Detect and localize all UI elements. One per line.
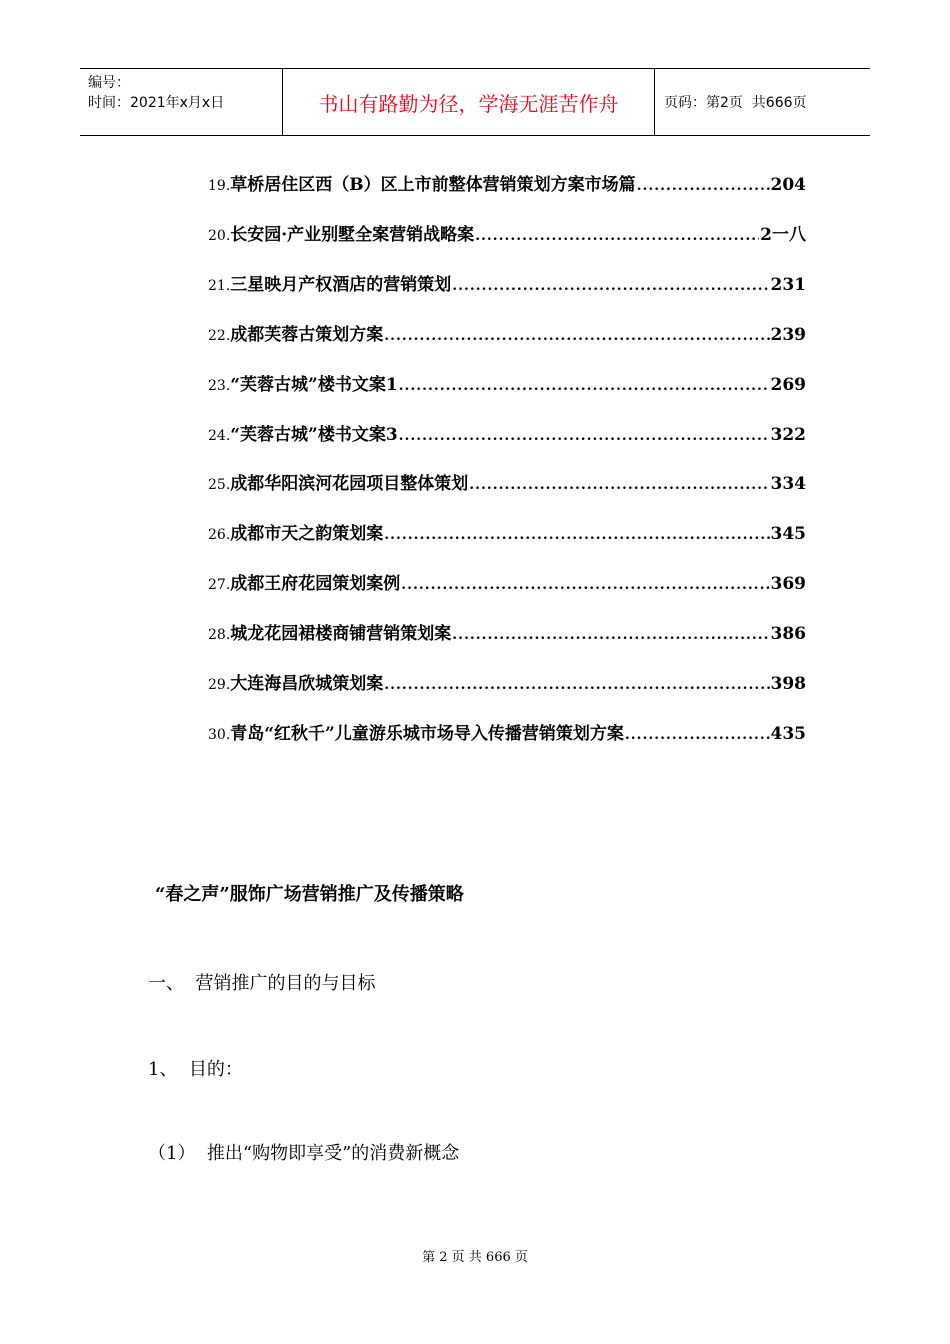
header-page-info [655, 69, 870, 135]
toc-entry[interactable] [208, 220, 806, 246]
toc-entry-title: 青岛“红秋千”儿童游乐城市场导入传播营销策划方案 [230, 723, 624, 744]
toc-entry[interactable] [208, 719, 806, 745]
toc-entry-title: 城龙花园裙楼商铺营销策划案 [230, 624, 452, 645]
toc-entry-page: 345 [770, 524, 806, 545]
document-number-label: 编号： [88, 75, 130, 91]
list-item-1: （1） 推出“购物即享受”的消费新概念 [148, 1143, 460, 1164]
toc-leader-dots [401, 577, 769, 593]
page-header [80, 68, 870, 136]
toc-entry-page: 398 [770, 674, 806, 694]
toc-entry-number: 29. [208, 677, 231, 693]
heading-level-1: 一、 营销推广的目的与目标 [148, 973, 376, 994]
document-date-label: 时间：2021年x月x日 [88, 95, 225, 111]
toc-entry[interactable] [208, 370, 806, 396]
toc-entry-number: 22. [208, 327, 231, 344]
toc-entry-title: “芙蓉古城”楼书文案3 [230, 424, 398, 445]
toc-entry-number: 27. [208, 577, 231, 594]
toc-leader-dots [399, 378, 770, 394]
toc-entry-number: 30. [208, 726, 231, 743]
toc-entry-page: 322 [770, 424, 806, 445]
toc-entry[interactable] [208, 170, 806, 196]
toc-entry-number: 21. [208, 277, 231, 294]
toc-entry-title: 草桥居住区西（B）区上市前整体营销策划方案市场篇 [230, 175, 636, 195]
toc-entry[interactable] [208, 619, 806, 645]
toc-entry[interactable] [208, 519, 806, 545]
toc-entry-number: 19. [208, 178, 231, 194]
toc-leader-dots [384, 527, 769, 543]
toc-leader-dots [625, 727, 770, 743]
toc-entry[interactable] [208, 270, 806, 296]
toc-leader-dots [384, 677, 769, 693]
toc-entry-number: 26. [208, 527, 231, 544]
toc-entry-title: 成都芙蓉古策划方案 [230, 324, 384, 345]
toc-entry-title: 成都华阳滨河花园项目整体策划 [230, 474, 469, 495]
toc-entry-page: 435 [770, 723, 806, 744]
footer-page-number: 第 2 页 共 666 页 [422, 1250, 528, 1265]
toc-entry-number: 23. [208, 377, 231, 394]
heading-level-2: 1、 目的： [148, 1059, 243, 1080]
toc-entry-number: 25. [208, 477, 231, 494]
toc-entry[interactable] [208, 569, 806, 595]
toc-entry-title: 成都市天之韵策划案 [230, 524, 384, 545]
toc-entry-page: 334 [770, 474, 806, 495]
toc-entry-number: 28. [208, 627, 231, 644]
toc-entry-title: 成都王府花园策划案例 [230, 574, 401, 595]
header-motto: 书山有路勤为径，学海无涯苦作舟 [282, 69, 655, 135]
toc-leader-dots [637, 178, 770, 194]
toc-entry-page: 369 [770, 574, 806, 595]
toc-leader-dots [452, 278, 769, 294]
toc-entry-page: 269 [770, 374, 806, 395]
toc-leader-dots [384, 328, 769, 344]
toc-leader-dots [452, 627, 769, 643]
toc-leader-dots [475, 228, 759, 244]
toc-entry[interactable] [208, 320, 806, 346]
page-footer [0, 1246, 950, 1265]
toc-entry-number: 20. [208, 227, 231, 244]
toc-entry-page: 231 [770, 274, 806, 295]
header-page-info-text: 页码：第2页 共666页 [664, 95, 807, 111]
toc-entry-page: 204 [770, 175, 806, 195]
header-meta [80, 69, 282, 135]
toc-entry-title: 长安园·产业别墅全案营销战略案 [230, 224, 475, 245]
toc-entry-page: 2一八 [760, 224, 806, 245]
toc-entry[interactable] [208, 669, 806, 695]
section-title: “春之声”服饰广场营销推广及传播策略 [155, 884, 464, 905]
toc-entry[interactable] [208, 469, 806, 495]
toc-entry-page: 386 [770, 624, 806, 645]
toc-entry-title: 大连海昌欣城策划案 [230, 674, 384, 694]
toc-entry-title: “芙蓉古城”楼书文案1 [230, 374, 398, 395]
toc-entry-title: 三星映月产权酒店的营销策划 [230, 274, 452, 295]
toc-leader-dots [469, 477, 769, 493]
toc-entry-page: 239 [770, 324, 806, 345]
toc-leader-dots [399, 428, 770, 444]
toc-entry[interactable] [208, 420, 806, 446]
toc-entry-number: 24. [208, 427, 231, 444]
